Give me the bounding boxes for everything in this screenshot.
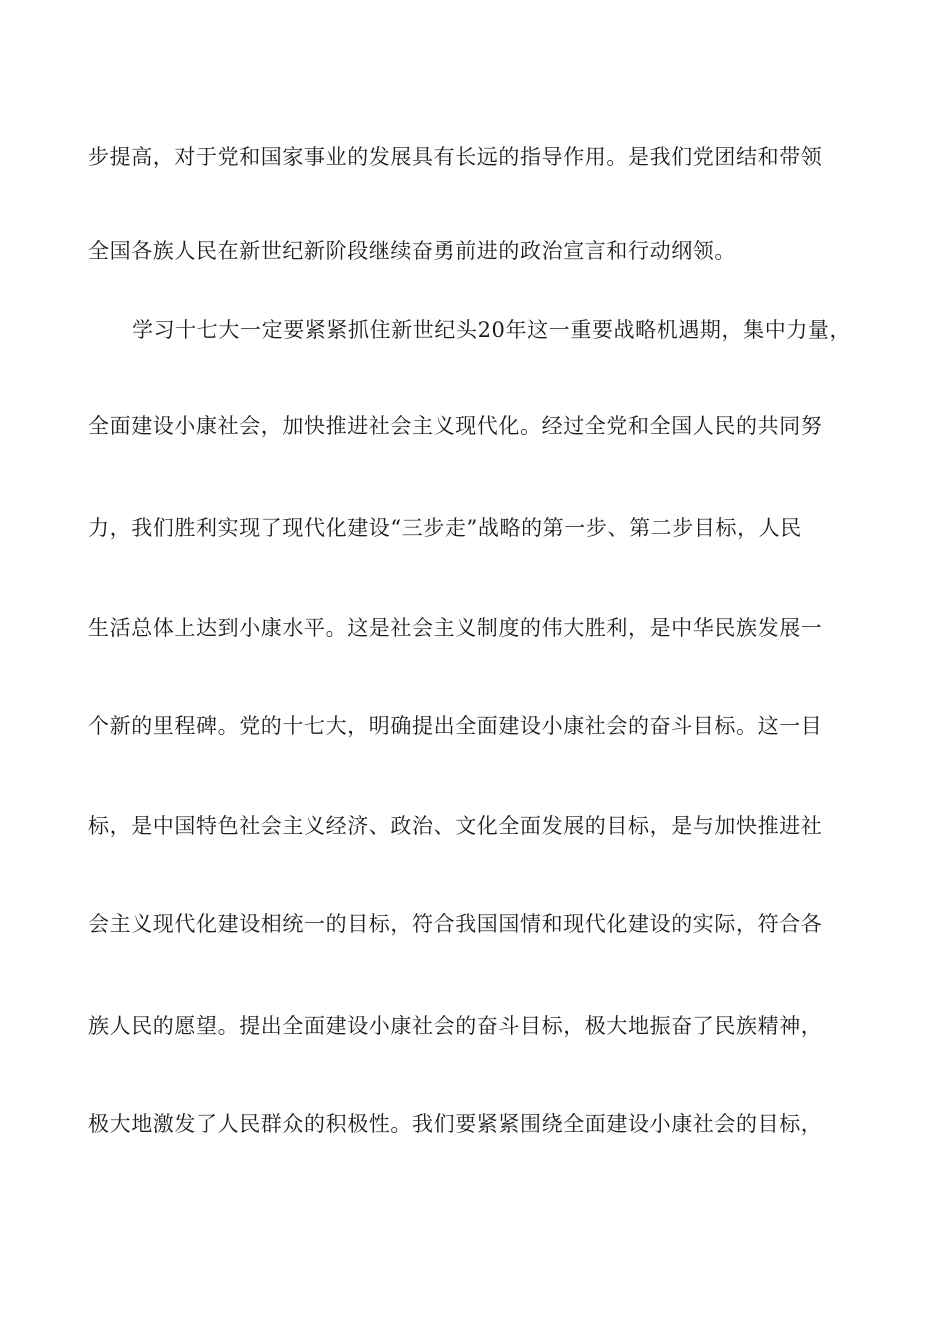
text-line: 步提高，对于党和国家事业的发展具有长远的指导作用。是我们党团结和带领 (88, 145, 823, 169)
text-line: 全国各族人民在新世纪新阶段继续奋勇前进的政治宣言和行动纲领。 (88, 239, 736, 263)
text-line: 族人民的愿望。提出全面建设小康社会的奋斗目标，极大地振奋了民族精神， (88, 1014, 823, 1038)
text-line: 全面建设小康社会，加快推进社会主义现代化。经过全党和全国人民的共同努 (88, 414, 823, 438)
paragraph-first-line: 学习十七大一定要紧紧抓住新世纪头20年这一重要战略机遇期，集中力量， (132, 318, 852, 342)
text-line: 会主义现代化建设相统一的目标，符合我国国情和现代化建设的实际，符合各 (88, 912, 823, 936)
text-line: 生活总体上达到小康水平。这是社会主义制度的伟大胜利，是中华民族发展一 (88, 616, 823, 640)
text-line: 力，我们胜利实现了现代化建设“三步走”战略的第一步、第二步目标，人民 (88, 516, 802, 540)
text-line: 标，是中国特色社会主义经济、政治、文化全面发展的目标，是与加快推进社 (88, 814, 823, 838)
text-line: 极大地激发了人民群众的积极性。我们要紧紧围绕全面建设小康社会的目标， (88, 1112, 823, 1136)
text-line: 个新的里程碑。党的十七大，明确提出全面建设小康社会的奋斗目标。这一目 (88, 714, 823, 738)
